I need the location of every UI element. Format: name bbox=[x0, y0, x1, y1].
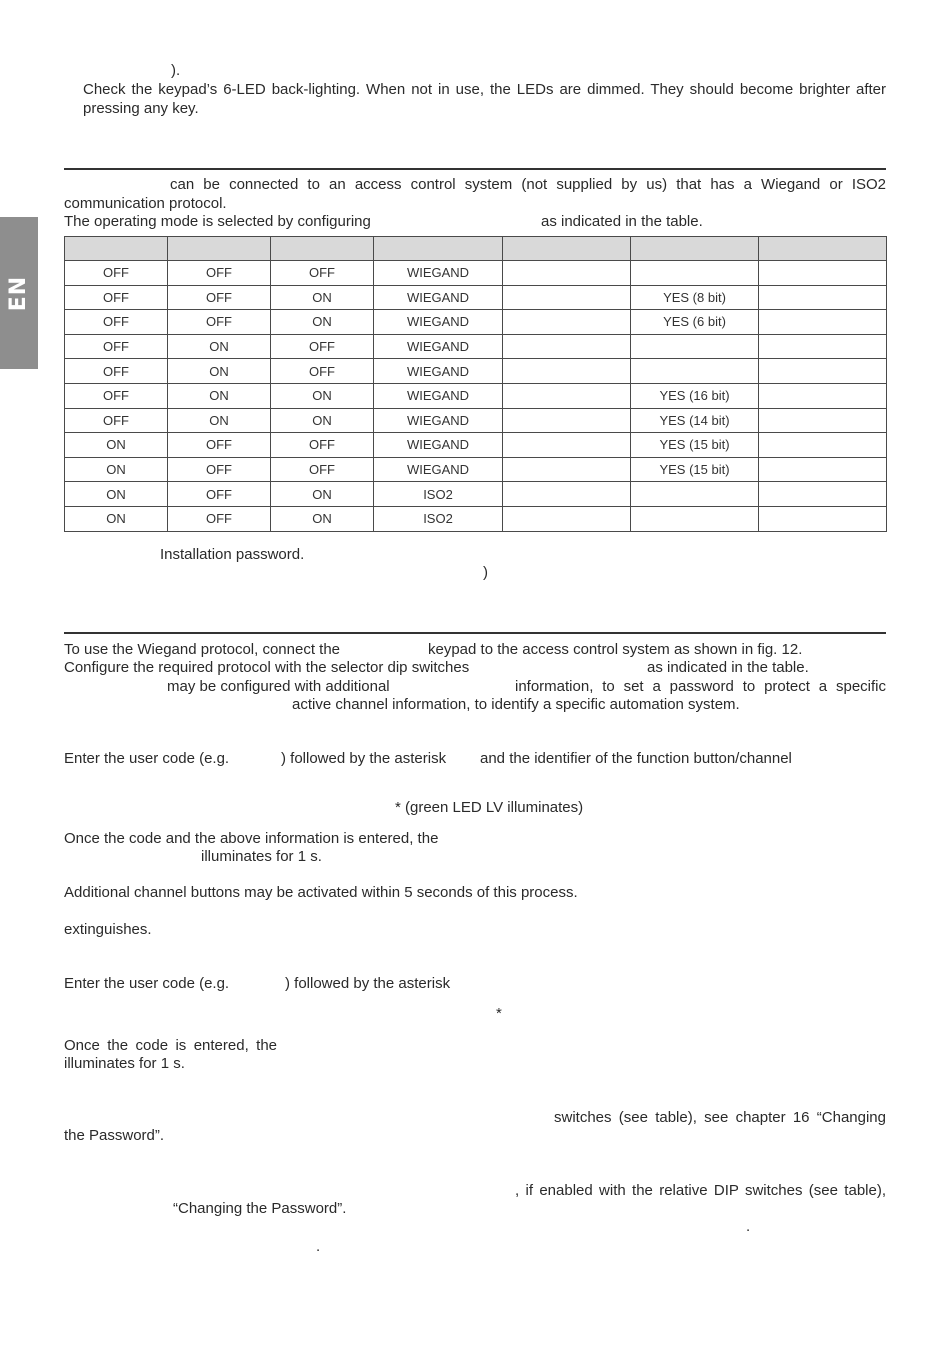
table-cell: ON bbox=[65, 457, 168, 482]
configuration-table bbox=[64, 236, 887, 532]
wiegand-p1a: To use the Wiegand protocol, connect the bbox=[64, 641, 341, 658]
table-cell: OFF bbox=[271, 457, 374, 482]
table-cell: OFF bbox=[168, 310, 271, 335]
table-cell bbox=[759, 506, 887, 531]
table-cell: WIEGAND bbox=[374, 433, 503, 458]
table-cell bbox=[759, 359, 887, 384]
table-cell bbox=[503, 433, 631, 458]
trailing-period-2: . bbox=[316, 1238, 321, 1255]
table-cell bbox=[503, 383, 631, 408]
table-cell: WIEGAND bbox=[374, 285, 503, 310]
if-enabled-line-a: , if enabled with the relative DIP switches (see table), bbox=[515, 1182, 886, 1199]
table-cell: ON bbox=[271, 310, 374, 335]
table-cell: OFF bbox=[168, 457, 271, 482]
table-cell: ON bbox=[168, 359, 271, 384]
header-cell bbox=[503, 237, 631, 261]
table-cell: OFF bbox=[65, 383, 168, 408]
wiegand-p2a: Configure the required protocol with the selector dip switches bbox=[64, 659, 470, 676]
header-cell bbox=[759, 237, 887, 261]
once-entered-1b: illuminates for 1 s. bbox=[201, 848, 322, 865]
table-row bbox=[65, 482, 887, 507]
asterisk-symbol: * bbox=[496, 1005, 502, 1022]
header-cell bbox=[65, 237, 168, 261]
section1-line3b: as indicated in the table. bbox=[541, 213, 703, 230]
table-cell: WIEGAND bbox=[374, 408, 503, 433]
once-entered-2b: illuminates for 1 s. bbox=[64, 1055, 185, 1072]
table-cell: ON bbox=[65, 433, 168, 458]
table-cell: WIEGAND bbox=[374, 261, 503, 286]
table-cell bbox=[759, 383, 887, 408]
table-cell: ON bbox=[65, 506, 168, 531]
switches-line-b: the Password”. bbox=[64, 1127, 165, 1144]
switches-line-a: switches (see table), see chapter 16 “Changing bbox=[554, 1109, 886, 1126]
table-cell: ISO2 bbox=[374, 506, 503, 531]
table-cell: ON bbox=[271, 482, 374, 507]
table-cell: YES (15 bit) bbox=[631, 457, 759, 482]
table-cell bbox=[503, 408, 631, 433]
table-cell: OFF bbox=[168, 506, 271, 531]
table-cell bbox=[759, 482, 887, 507]
header-cell bbox=[168, 237, 271, 261]
table-cell bbox=[759, 433, 887, 458]
table-row bbox=[65, 408, 887, 433]
table-cell: ON bbox=[271, 408, 374, 433]
table-cell: ON bbox=[271, 383, 374, 408]
table-cell: WIEGAND bbox=[374, 457, 503, 482]
table-cell bbox=[631, 359, 759, 384]
table-cell bbox=[503, 261, 631, 286]
table-cell: OFF bbox=[65, 359, 168, 384]
table-cell: WIEGAND bbox=[374, 359, 503, 384]
table-cell: OFF bbox=[65, 310, 168, 335]
wiegand-p2b: as indicated in the table. bbox=[647, 659, 809, 676]
table-row bbox=[65, 506, 887, 531]
table-cell: OFF bbox=[271, 359, 374, 384]
table-cell: ON bbox=[271, 506, 374, 531]
table-note-password: Installation password. bbox=[160, 546, 305, 563]
table-cell: OFF bbox=[168, 482, 271, 507]
wiegand-p4: active channel information, to identify a specific automation system. bbox=[292, 696, 740, 713]
table-cell: ON bbox=[168, 334, 271, 359]
enter-code-1b: ) followed by the asterisk bbox=[281, 750, 447, 767]
table-cell bbox=[503, 482, 631, 507]
once-entered-1a: Once the code and the above information is entered, the bbox=[64, 830, 439, 847]
table-cell: OFF bbox=[168, 261, 271, 286]
enter-code-2a: Enter the user code (e.g. bbox=[64, 975, 230, 992]
wiegand-p1b: keypad to the access control system as shown in fig. 12. bbox=[428, 641, 803, 658]
table-cell bbox=[631, 482, 759, 507]
table-cell: OFF bbox=[271, 261, 374, 286]
table-note-paren: ) bbox=[483, 564, 488, 581]
green-led-note: * (green LED LV illuminates) bbox=[395, 799, 584, 816]
table-cell bbox=[503, 334, 631, 359]
table-cell: YES (14 bit) bbox=[631, 408, 759, 433]
wiegand-p3b: information, to set a password to protect a specific bbox=[515, 678, 886, 695]
enter-code-1a: Enter the user code (e.g. bbox=[64, 750, 230, 767]
table-cell: YES (8 bit) bbox=[631, 285, 759, 310]
table-row bbox=[65, 457, 887, 482]
language-tab bbox=[0, 217, 38, 369]
if-enabled-line-b: “Changing the Password”. bbox=[173, 1200, 347, 1217]
extinguishes-text: extinguishes. bbox=[64, 921, 152, 938]
section-divider-1 bbox=[64, 168, 886, 170]
language-label: EN bbox=[6, 275, 32, 311]
section-divider-2 bbox=[64, 632, 886, 634]
table-cell bbox=[503, 310, 631, 335]
table-cell: OFF bbox=[65, 334, 168, 359]
intro-fragment: ). bbox=[171, 62, 181, 79]
led-paragraph-line1: Check the keypad’s 6-LED back-lighting. When not in use, the LEDs are dimmed. They should become brighter after bbox=[83, 81, 886, 98]
led-paragraph-line2: pressing any key. bbox=[83, 100, 199, 117]
wiegand-p3a: may be configured with additional bbox=[167, 678, 390, 695]
section1-line3a: The operating mode is selected by configuring bbox=[64, 213, 371, 230]
table-cell: WIEGAND bbox=[374, 383, 503, 408]
table-cell: ON bbox=[271, 285, 374, 310]
table-row bbox=[65, 285, 887, 310]
table-row bbox=[65, 359, 887, 384]
table-cell: WIEGAND bbox=[374, 334, 503, 359]
table-row bbox=[65, 433, 887, 458]
table-cell: YES (15 bit) bbox=[631, 433, 759, 458]
table-cell: ON bbox=[168, 408, 271, 433]
header-cell bbox=[271, 237, 374, 261]
table-cell bbox=[631, 334, 759, 359]
table-row bbox=[65, 261, 887, 286]
table-cell bbox=[503, 457, 631, 482]
section1-line1: can be connected to an access control system (not supplied by us) that has a Wiegand or ISO2 bbox=[170, 176, 886, 193]
once-entered-2a: Once the code is entered, the bbox=[64, 1037, 277, 1054]
table-cell bbox=[503, 285, 631, 310]
table-cell bbox=[759, 457, 887, 482]
table-row bbox=[65, 334, 887, 359]
trailing-period-1: . bbox=[746, 1218, 751, 1235]
header-cell bbox=[374, 237, 503, 261]
table-cell bbox=[503, 359, 631, 384]
table-cell: YES (6 bit) bbox=[631, 310, 759, 335]
table-cell bbox=[759, 261, 887, 286]
table-cell: OFF bbox=[271, 334, 374, 359]
table-cell bbox=[759, 408, 887, 433]
table-cell bbox=[631, 506, 759, 531]
table-cell: ON bbox=[65, 482, 168, 507]
table-cell: OFF bbox=[168, 285, 271, 310]
table-cell: YES (16 bit) bbox=[631, 383, 759, 408]
additional-channels: Additional channel buttons may be activated within 5 seconds of this process. bbox=[64, 884, 578, 901]
enter-code-2b: ) followed by the asterisk bbox=[285, 975, 451, 992]
table-row bbox=[65, 310, 887, 335]
table-header-row bbox=[65, 237, 887, 261]
table-cell bbox=[759, 285, 887, 310]
table-cell: OFF bbox=[271, 433, 374, 458]
table-cell: OFF bbox=[65, 261, 168, 286]
table-cell: WIEGAND bbox=[374, 310, 503, 335]
table-cell bbox=[503, 506, 631, 531]
table-cell: OFF bbox=[65, 408, 168, 433]
table-cell bbox=[759, 334, 887, 359]
enter-code-1c: and the identifier of the function button/channel bbox=[480, 750, 792, 767]
section1-line2: communication protocol. bbox=[64, 195, 227, 212]
table-cell: ISO2 bbox=[374, 482, 503, 507]
table-cell bbox=[759, 310, 887, 335]
table-cell: OFF bbox=[168, 433, 271, 458]
table-cell: ON bbox=[168, 383, 271, 408]
header-cell bbox=[631, 237, 759, 261]
table-row bbox=[65, 383, 887, 408]
table-cell bbox=[631, 261, 759, 286]
table-cell: OFF bbox=[65, 285, 168, 310]
